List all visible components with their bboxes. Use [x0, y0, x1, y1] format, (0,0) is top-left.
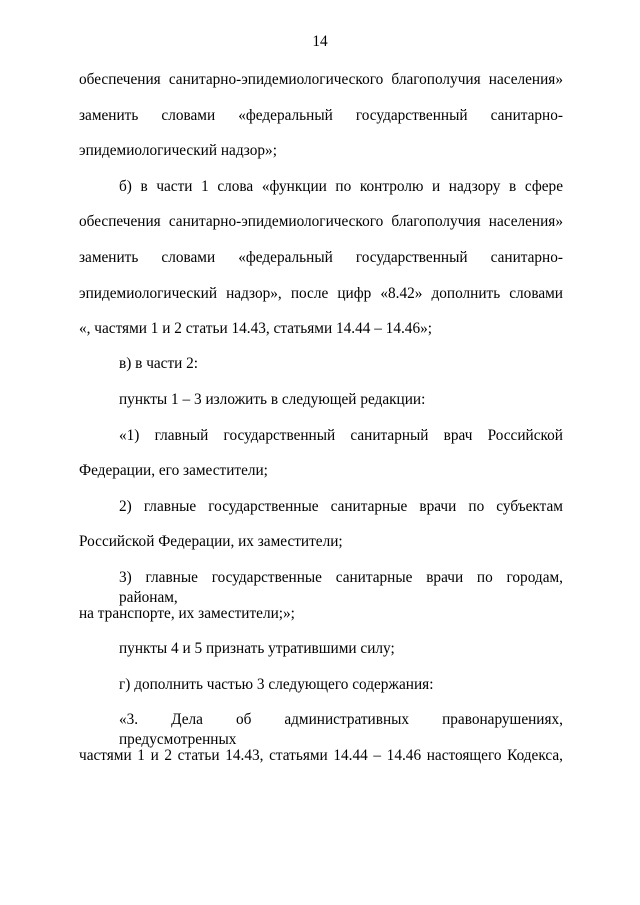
text-line: «, частями 1 и 2 статьи 14.43, статьями 14.44 – 14.46»;: [79, 320, 433, 337]
text-line: эпидемиологический надзор»;: [79, 142, 277, 159]
text-line: Федерации, его заместители;: [79, 462, 268, 479]
text-line: обеспечения санитарно-эпидемиологического благополучия населения»: [79, 71, 563, 88]
page-number: 14: [312, 33, 328, 50]
text-line: б) в части 1 слова «функции по контролю и надзору в сфере: [119, 178, 563, 195]
text-line: заменить словами «федеральный государственный санитарно-: [79, 249, 563, 266]
text-line: заменить словами «федеральный государственный санитарно-: [79, 107, 563, 124]
text-line: обеспечения санитарно-эпидемиологического благополучия населения»: [79, 213, 563, 230]
text-line: эпидемиологический надзор», после цифр «8.42» дополнить словами: [79, 285, 563, 302]
text-line: в) в части 2:: [119, 355, 199, 372]
text-line: на транспорте, их заместители;»;: [79, 605, 295, 622]
text-line: пункты 1 – 3 изложить в следующей редакции:: [119, 391, 426, 408]
text-line: «3. Дела об административных правонарушениях, предусмотренных: [119, 711, 563, 748]
text-line: частями 1 и 2 статьи 14.43, статьями 14.44 – 14.46 настоящего Кодекса,: [79, 747, 563, 764]
text-line: «1) главный государственный санитарный врач Российской: [119, 427, 563, 444]
text-line: Российской Федерации, их заместители;: [79, 533, 343, 550]
text-line: пункты 4 и 5 признать утратившими силу;: [119, 640, 395, 657]
text-line: г) дополнить частью 3 следующего содержания:: [119, 676, 434, 693]
text-line: 3) главные государственные санитарные врачи по городам, районам,: [119, 569, 563, 606]
text-line: 2) главные государственные санитарные врачи по субъектам: [119, 498, 563, 515]
